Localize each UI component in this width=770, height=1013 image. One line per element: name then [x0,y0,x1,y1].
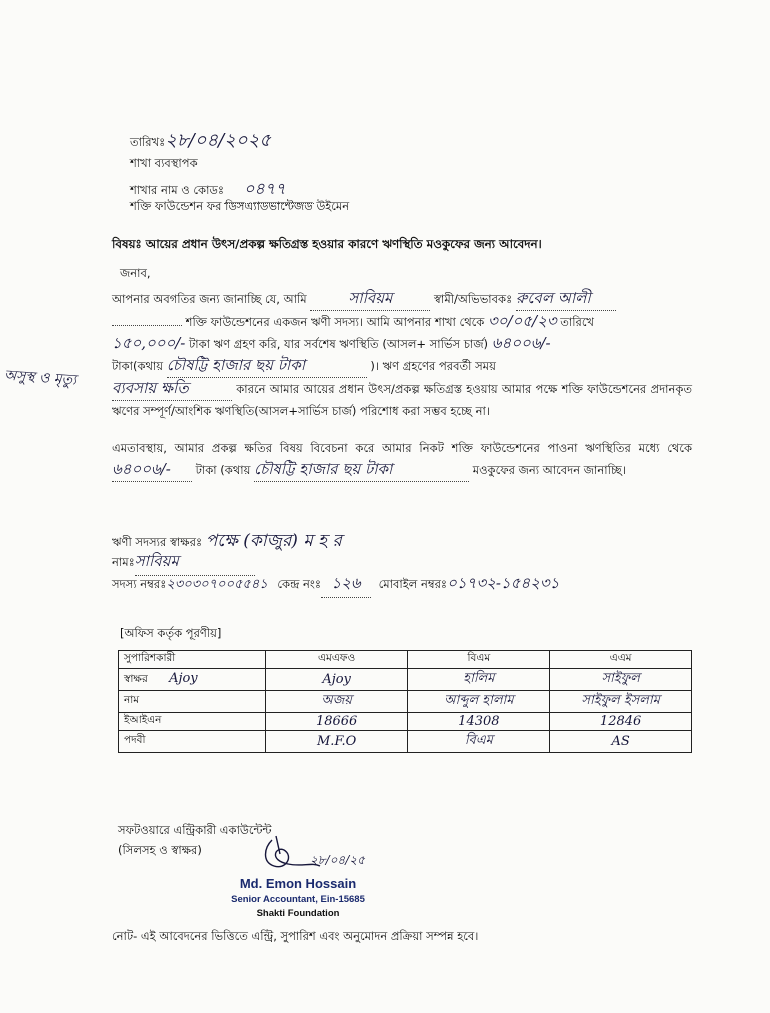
para1-text-2: স্বামী/অভিভাবকঃ [434,292,513,306]
date-line [130,126,271,157]
para1-text-5: টাকা ঋণ গ্রহণ করি, যার সর্বশেষ ঋণস্থিতি (আসল+ সার্ভিস চার্জ) [189,337,489,351]
member-sig-hand: পক্ষে (কাজুর) ম হ র [205,531,342,551]
balance-hand: ৬৪০০৬/- [491,334,551,352]
waive-words-hand: চৌষট্টি হাজার ছয় টাকা [254,460,393,478]
reason-hand: ব্যবসায় ক্ষতি [112,379,189,397]
cell-bm-signature: হালিম [408,669,550,691]
cell-am-designation: AS [550,731,692,753]
row-signature-label [119,669,266,691]
waive-amount-hand: ৬৪০০৬/- [112,460,171,478]
cell-mfo-ein: 18666 [265,713,408,731]
salutation: জনাব, [120,266,151,280]
date-value: ২৮/০৪/২০২৫ [165,130,271,151]
para1-text-1: আপনার অবগতির জন্য জানাচ্ছি যে, আমি [112,292,307,306]
para1-text-6: টাকা(কথায় [112,359,164,373]
row-designation-label: পদবী [119,731,266,753]
loan-amount-hand: ১৫০,০০০/- [112,334,186,352]
body-paragraph-1 [112,288,692,422]
member-no-value: ২৩০৩০৭০০৫৫৪১ [166,577,268,592]
header-bm: বিএম [408,651,550,669]
para2-text-2: টাকা (কথায় [195,463,251,477]
member-name-label: নামঃ [112,555,135,569]
member-sig-label: ঋণী সদস্যর স্বাক্ষরঃ [112,535,203,549]
loan-date-hand: ৩০/০৫/২৩ [487,312,557,330]
center-value: ১২৬ [331,574,361,592]
stamp-name: Md. Emon Hossain [239,876,357,891]
body-paragraph-2 [112,438,692,482]
row-name-label: নাম [119,691,266,713]
member-number-line [112,572,559,598]
mobile-label: মোবাইল নম্বরঃ [378,577,448,591]
cell-bm-name: আব্দুল হালাম [408,691,550,713]
accountant-line-2: (সিলসহ ও স্বাক্ষর) [118,843,202,857]
accountant-line-1: সফটওয়ারে এন্ট্রিকারী একাউন্টেন্ট [118,823,272,837]
manager-line: শাখা ব্যবস্থাপক [130,156,198,170]
para2-text-3: মওকুফের জন্য আবেদন জানাচ্ছি। [472,463,626,477]
subject-line: বিষয়ঃ আয়ের প্রধান উৎস/প্রকল্প ক্ষতিগ্রস্ত হওয়ার কারণে ঋণস্থিতি মওকুফের জন্য আবেদন। [112,237,542,251]
branch-code: ০৪৭৭ [244,179,286,198]
stamp-org: Shakti Foundation [256,908,340,919]
table-row [119,691,692,713]
table-row [119,713,692,731]
center-label: কেন্দ্র নংঃ [277,577,321,591]
table-row [119,731,692,753]
cell-hand: Ajoy [169,670,198,686]
para1-text-4: তারিখে [560,315,594,329]
para2-text-1: এমতাবস্থায়, আমার প্রকল্প ক্ষতির বিষয় বিবেচনা করে আমার নিকট শক্তি ফাউন্ডেশনের পাওনা ঋণস্থিতির মধ্যে থেকে [112,441,692,455]
member-name-value: সাবিয়ম [134,552,179,570]
row-ein-label: ইআইএন [119,713,266,731]
cell-mfo-designation: M.F.O [265,731,408,753]
office-use-label: [অফিস কর্তৃক পূরণীয়] [120,626,222,640]
cell-am-signature: সাইফুল [550,669,692,691]
recommendation-table [118,650,692,753]
margin-note-hand: অসুস্থ ও মৃত্যু [3,367,77,389]
guardian-name-hand: রুবেল আলী [515,289,591,307]
cell-mfo-signature: Ajoy [265,669,408,691]
header-mfo: এমএফও [265,651,408,669]
cell-am-ein: 12846 [550,713,692,731]
branch-label: শাখার নাম ও কোডঃ [130,183,225,197]
header-am: এএম [550,651,692,669]
footer-note: নোট- এই আবেদনের ভিত্তিতে এন্ট্রি, সুপারিশ এবং অনুমোদন প্রক্রিয়া সম্পন্ন হবে। [112,929,479,943]
row-label: স্বাক্ষর [124,672,148,685]
cell-mfo-name: অজয় [265,691,408,713]
balance-words-hand: চৌষট্টি হাজার ছয় টাকা [166,356,306,374]
header-recommender: সুপারিশকারী [119,651,266,669]
cell-bm-ein: 14308 [408,713,550,731]
member-name-hand: সাবিয়ম [348,289,393,307]
table-row [119,669,692,691]
para1-text-7: )। ঋণ গ্রহণের পরবর্তী সময় [370,359,496,373]
mobile-value: ০১৭৩২-১৫৪২৩১ [447,574,560,592]
para1-text-3: শক্তি ফাউন্ডেশনের একজন ঋণী সদস্য। আমি আপনার শাখা থেকে [185,315,485,329]
org-line: শক্তি ফাউন্ডেশন ফর ডিসএ্যাডভান্টেজড উইমেন [130,199,350,213]
accountant-sig-date: ২৮/০৪/২৫ [310,853,365,867]
member-no-label: সদস্য নম্বরঃ [112,577,167,591]
cell-bm-designation: বিএম [408,731,550,753]
table-header-row [119,651,692,669]
para1-text-8: কারনে আমার আয়ের প্রধান উৎস/প্রকল্প ক্ষতিগ্রস্ত হওয়ায় আমার পক্ষে শক্তি ফাউন্ডেশনের প্রদানকৃত ঋণের সম্পূর্ণ/আংশিক ঋণস্থিতি(আসল+সার্ভিস চার্জ) পরিশোধ করা সম্ভব হচ্ছে না। [112,382,693,418]
date-label: তারিখঃ [130,135,166,149]
cell-am-name: সাইফুল ইসলাম [550,691,692,713]
stamp-title: Senior Accountant, Ein-15685 [231,894,365,905]
